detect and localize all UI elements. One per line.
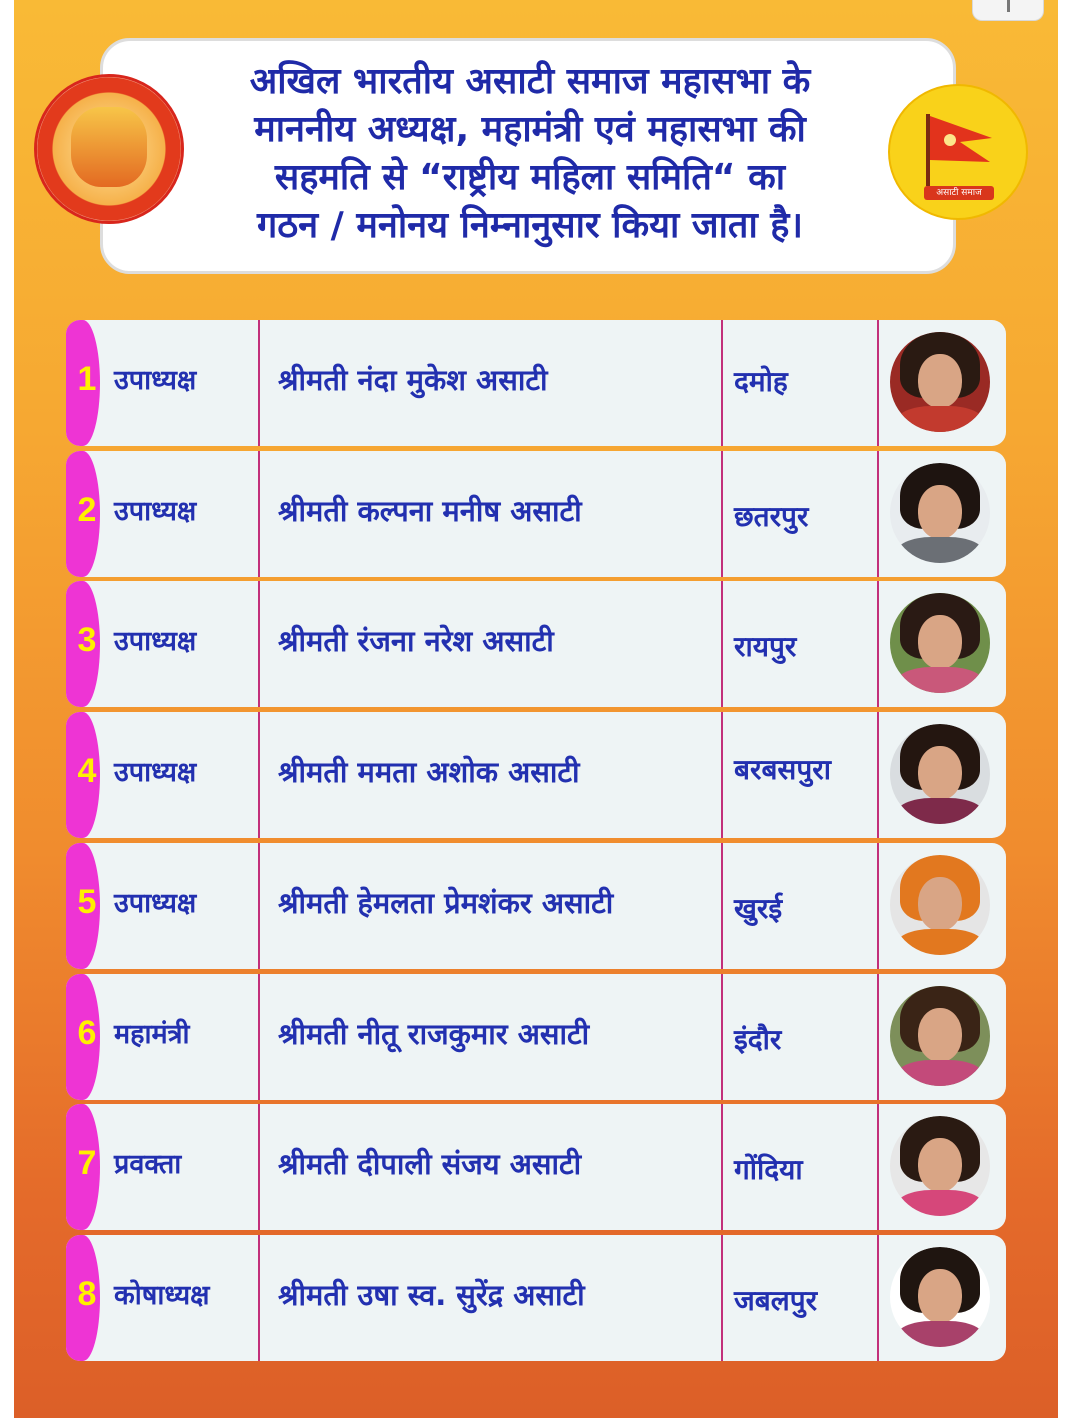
member-name: श्रीमती हेमलता प्रेमशंकर असाटी bbox=[278, 885, 614, 920]
member-post: महामंत्री bbox=[114, 1018, 190, 1050]
member-post: उपाध्यक्ष bbox=[114, 626, 197, 658]
member-number: 3 bbox=[77, 621, 97, 660]
member-post: उपाध्यक्ष bbox=[114, 887, 197, 919]
member-photo bbox=[890, 332, 990, 432]
flag-badge-label: असाटी समाज bbox=[924, 186, 994, 200]
member-name: श्रीमती दीपाली संजय असाटी bbox=[278, 1147, 582, 1182]
member-number: 6 bbox=[77, 1013, 97, 1052]
member-city: बरबसपुरा bbox=[734, 753, 831, 787]
member-photo bbox=[890, 463, 990, 563]
member-city: दमोह bbox=[734, 365, 788, 398]
member-name: श्रीमती ममता अशोक असाटी bbox=[278, 755, 580, 790]
member-row bbox=[66, 1104, 1006, 1230]
member-name: श्रीमती उषा स्व. सुरेंद्र असाटी bbox=[278, 1277, 585, 1312]
flag-badge-logo bbox=[888, 84, 1028, 220]
header-line-3: सहमति से “राष्ट्रीय महिला समिति“ का bbox=[274, 157, 786, 198]
member-row bbox=[66, 451, 1006, 577]
member-city: जबलपुर bbox=[734, 1283, 818, 1317]
header-line-1: अखिल भारतीय असाटी समाज महासभा के bbox=[249, 61, 811, 102]
member-photo bbox=[890, 593, 990, 693]
member-photo bbox=[890, 855, 990, 955]
member-row bbox=[66, 1235, 1006, 1361]
member-number: 1 bbox=[77, 360, 97, 398]
page-corner-tab bbox=[972, 0, 1044, 21]
member-city: गोंदिया bbox=[734, 1153, 803, 1187]
member-name: श्रीमती नीतू राजकुमार असाटी bbox=[278, 1016, 590, 1051]
samaj-emblem-logo bbox=[34, 74, 184, 224]
member-number: 2 bbox=[77, 490, 97, 529]
member-city: खुरई bbox=[734, 891, 783, 925]
member-photo bbox=[890, 1116, 990, 1216]
member-photo bbox=[890, 1247, 990, 1347]
member-number: 4 bbox=[77, 752, 97, 791]
member-name: श्रीमती नंदा मुकेश असाटी bbox=[278, 363, 548, 397]
member-name: श्रीमती रंजना नरेश असाटी bbox=[278, 624, 554, 659]
member-post: उपाध्यक्ष bbox=[114, 757, 197, 789]
member-photo bbox=[890, 724, 990, 824]
member-row bbox=[66, 581, 1006, 707]
member-post: प्रवक्ता bbox=[114, 1149, 182, 1181]
header-line-2: माननीय अध्यक्ष, महामंत्री एवं महासभा की bbox=[254, 109, 806, 150]
member-post: कोषाध्यक्ष bbox=[114, 1279, 210, 1311]
member-row bbox=[66, 712, 1006, 838]
member-number: 8 bbox=[77, 1274, 97, 1313]
member-city: इंदौर bbox=[734, 1022, 782, 1056]
member-post: उपाध्यक्ष bbox=[114, 495, 197, 527]
header-line-4: गठन / मनोनय निम्नानुसार किया जाता है। bbox=[256, 205, 804, 246]
member-photo bbox=[890, 986, 990, 1086]
member-number: 5 bbox=[77, 882, 97, 921]
member-name: श्रीमती कल्पना मनीष असाटी bbox=[278, 493, 582, 528]
member-row bbox=[66, 320, 1006, 446]
header-title bbox=[180, 58, 880, 250]
member-number: 7 bbox=[77, 1144, 97, 1183]
member-post: उपाध्यक्ष bbox=[114, 365, 197, 396]
member-row bbox=[66, 843, 1006, 969]
member-row bbox=[66, 974, 1006, 1100]
saffron-flag-icon bbox=[920, 110, 1000, 190]
member-city: छतरपुर bbox=[734, 499, 809, 533]
member-city: रायपुर bbox=[734, 630, 797, 664]
